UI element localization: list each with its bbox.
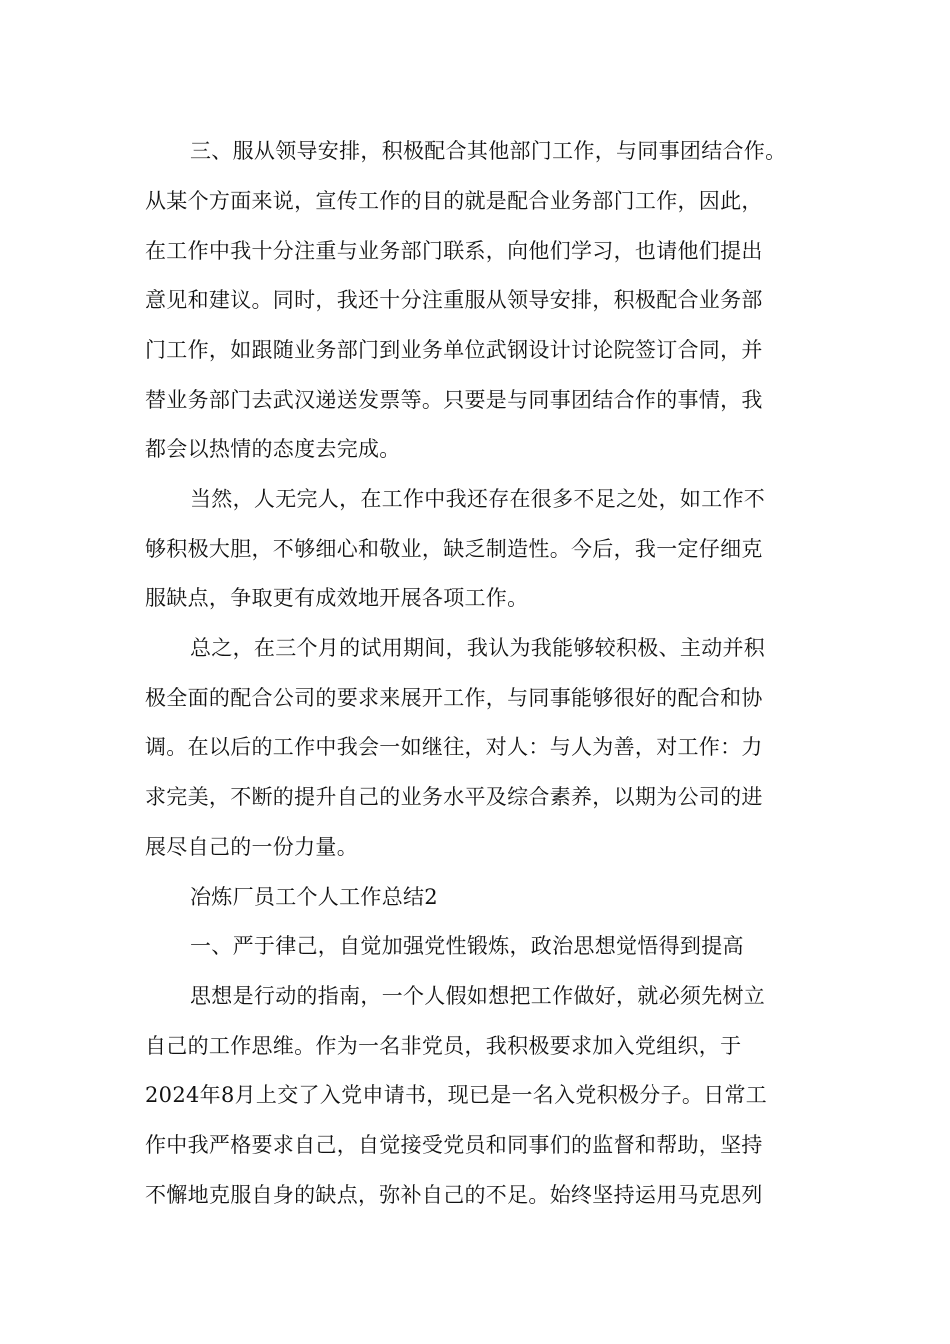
- paragraph-line: 在工作中我十分注重与业务部门联系，向他们学习，也请他们提出: [145, 239, 763, 263]
- paragraph-line: 2024年8月上交了入党申请书，现已是一名入党积极分子。日常工: [145, 1083, 768, 1107]
- paragraph-line: 意见和建议。同时，我还十分注重服从领导安排，积极配合业务部: [145, 288, 763, 312]
- paragraph-line: 服缺点，争取更有成效地开展各项工作。: [145, 586, 529, 610]
- paragraph-line: 当然，人无完人，在工作中我还存在很多不足之处，如工作不: [190, 487, 766, 511]
- paragraph-line: 三、服从领导安排，积极配合其他部门工作，与同事团结合作。: [190, 139, 787, 163]
- paragraph-line: 够积极大胆，不够细心和敬业，缺乏制造性。今后，我一定仔细克: [145, 537, 763, 561]
- paragraph-line: 作中我严格要求自己，自觉接受党员和同事们的监督和帮助，坚持: [145, 1133, 763, 1157]
- subsection-heading: 一、严于律己，自觉加强党性锻炼，政治思想觉悟得到提高: [190, 934, 744, 958]
- paragraph-line: 门工作，如跟随业务部门到业务单位武钢设计讨论院签订合同，并: [145, 338, 763, 362]
- paragraph-line: 思想是行动的指南，一个人假如想把工作做好，就必须先树立: [190, 984, 766, 1008]
- paragraph-line: 自己的工作思维。作为一名非党员，我积极要求加入党组织，于: [145, 1034, 742, 1058]
- paragraph-line: 求完美，不断的提升自己的业务水平及综合素养，以期为公司的进: [145, 785, 763, 809]
- paragraph-line: 都会以热情的态度去完成。: [145, 437, 401, 461]
- paragraph-line: 从某个方面来说，宣传工作的目的就是配合业务部门工作，因此，: [145, 189, 763, 213]
- paragraph-line: 极全面的配合公司的要求来展开工作，与同事能够很好的配合和协: [145, 686, 763, 710]
- paragraph-line: 替业务部门去武汉递送发票等。只要是与同事团结合作的事情，我: [145, 388, 763, 412]
- paragraph-line: 不懈地克服自身的缺点，弥补自己的不足。始终坚持运用马克思列: [145, 1183, 763, 1207]
- paragraph-line: 展尽自己的一份力量。: [145, 835, 358, 859]
- paragraph-line: 总之，在三个月的试用期间，我认为我能够较积极、主动并积: [190, 636, 766, 660]
- paragraph-line: 调。在以后的工作中我会一如继往，对人：与人为善，对工作：力: [145, 735, 763, 759]
- section-heading: 冶炼厂员工个人工作总结2: [190, 885, 438, 909]
